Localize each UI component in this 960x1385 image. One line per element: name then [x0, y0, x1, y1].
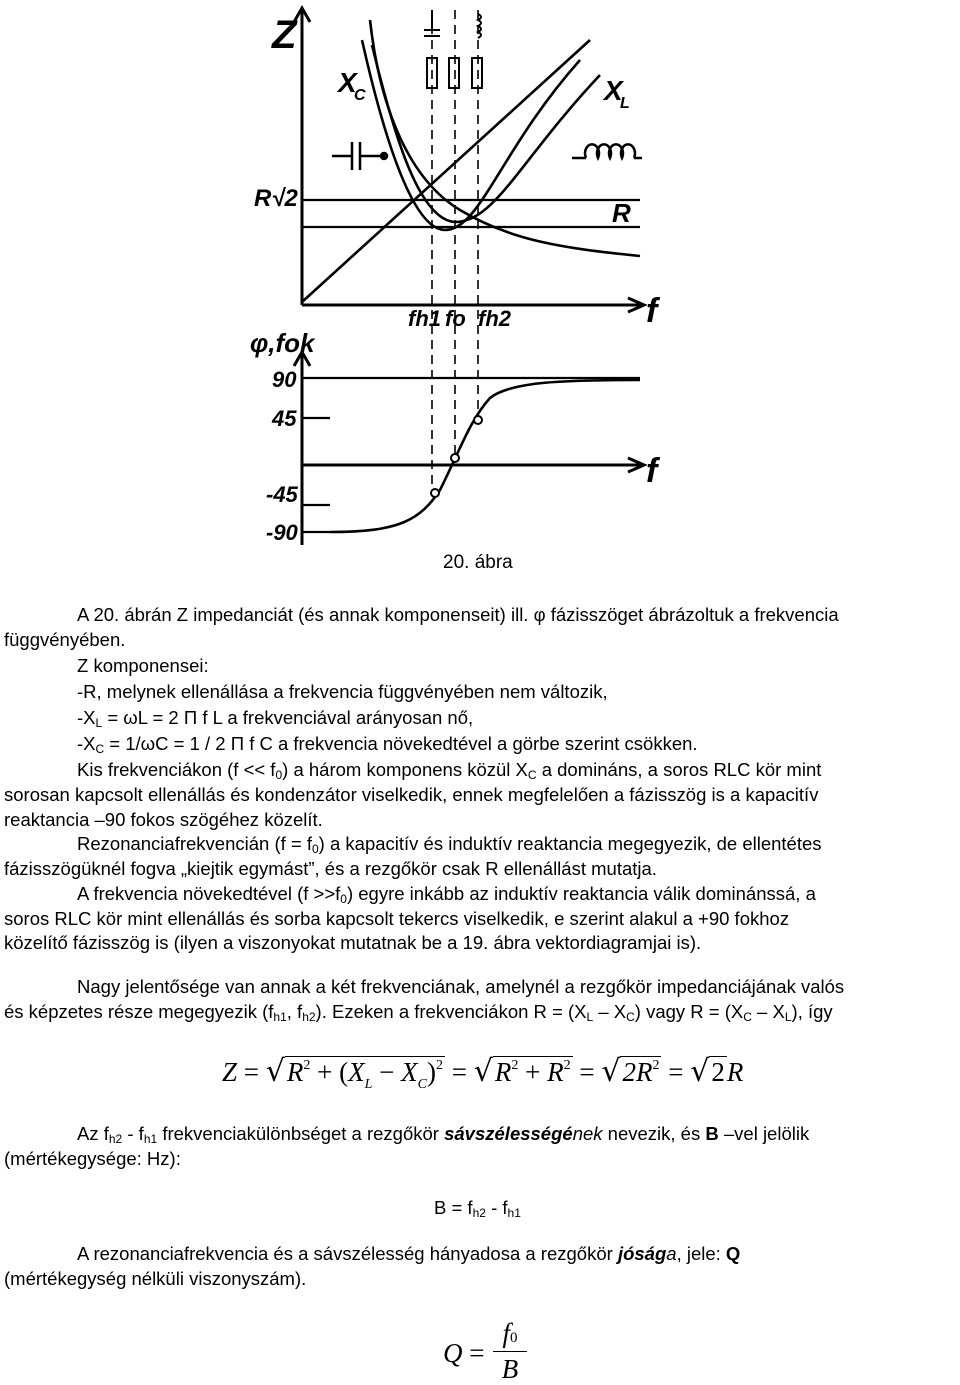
svg-text:C: C — [354, 87, 366, 104]
svg-text:L: L — [620, 95, 630, 112]
paragraph-intro: A 20. ábrán Z impedanciát (és annak komponenseit) ill. φ fázisszöget ábrázoltuk a frekvencia — [77, 604, 839, 625]
xc-label: X — [338, 67, 357, 98]
f0-label: fo — [445, 306, 466, 331]
inductor-icon — [572, 144, 642, 158]
impedance-phase-figure — [0, 0, 960, 550]
q-symbol: Q = — [443, 1338, 485, 1368]
r-label: R — [612, 198, 631, 228]
fh2-label: fh2 — [478, 306, 511, 331]
tick-minus-45: -45 — [266, 482, 298, 507]
tick-minus-90: -90 — [266, 520, 298, 545]
q-fraction: f0 B — [493, 1318, 527, 1385]
bandwidth-equation: $B = f_{h2} - f_{h1}$ — [434, 1197, 521, 1220]
phi-curve — [330, 380, 640, 532]
rv2-label: R√2 — [254, 185, 298, 212]
z-equation: $Z = √R^2 + (X_L - X_C)^2 = √R^2 + R^2 = √2R^2 = √2R$ — [222, 1054, 744, 1092]
capacitor-icon — [332, 142, 387, 170]
phi-axis-label: φ,fok — [250, 328, 315, 358]
f-axis-label: f — [646, 292, 658, 330]
f-axis-label-2: f — [646, 452, 658, 490]
tick-45: 45 — [272, 406, 297, 431]
figure-caption: 20. ábra — [443, 552, 513, 573]
xc-curve — [370, 20, 640, 256]
xl-label: X — [604, 75, 623, 106]
fh1-label: fh1 — [408, 306, 441, 331]
axis-z-label: Z — [272, 13, 297, 57]
tick-90: 90 — [272, 367, 297, 392]
